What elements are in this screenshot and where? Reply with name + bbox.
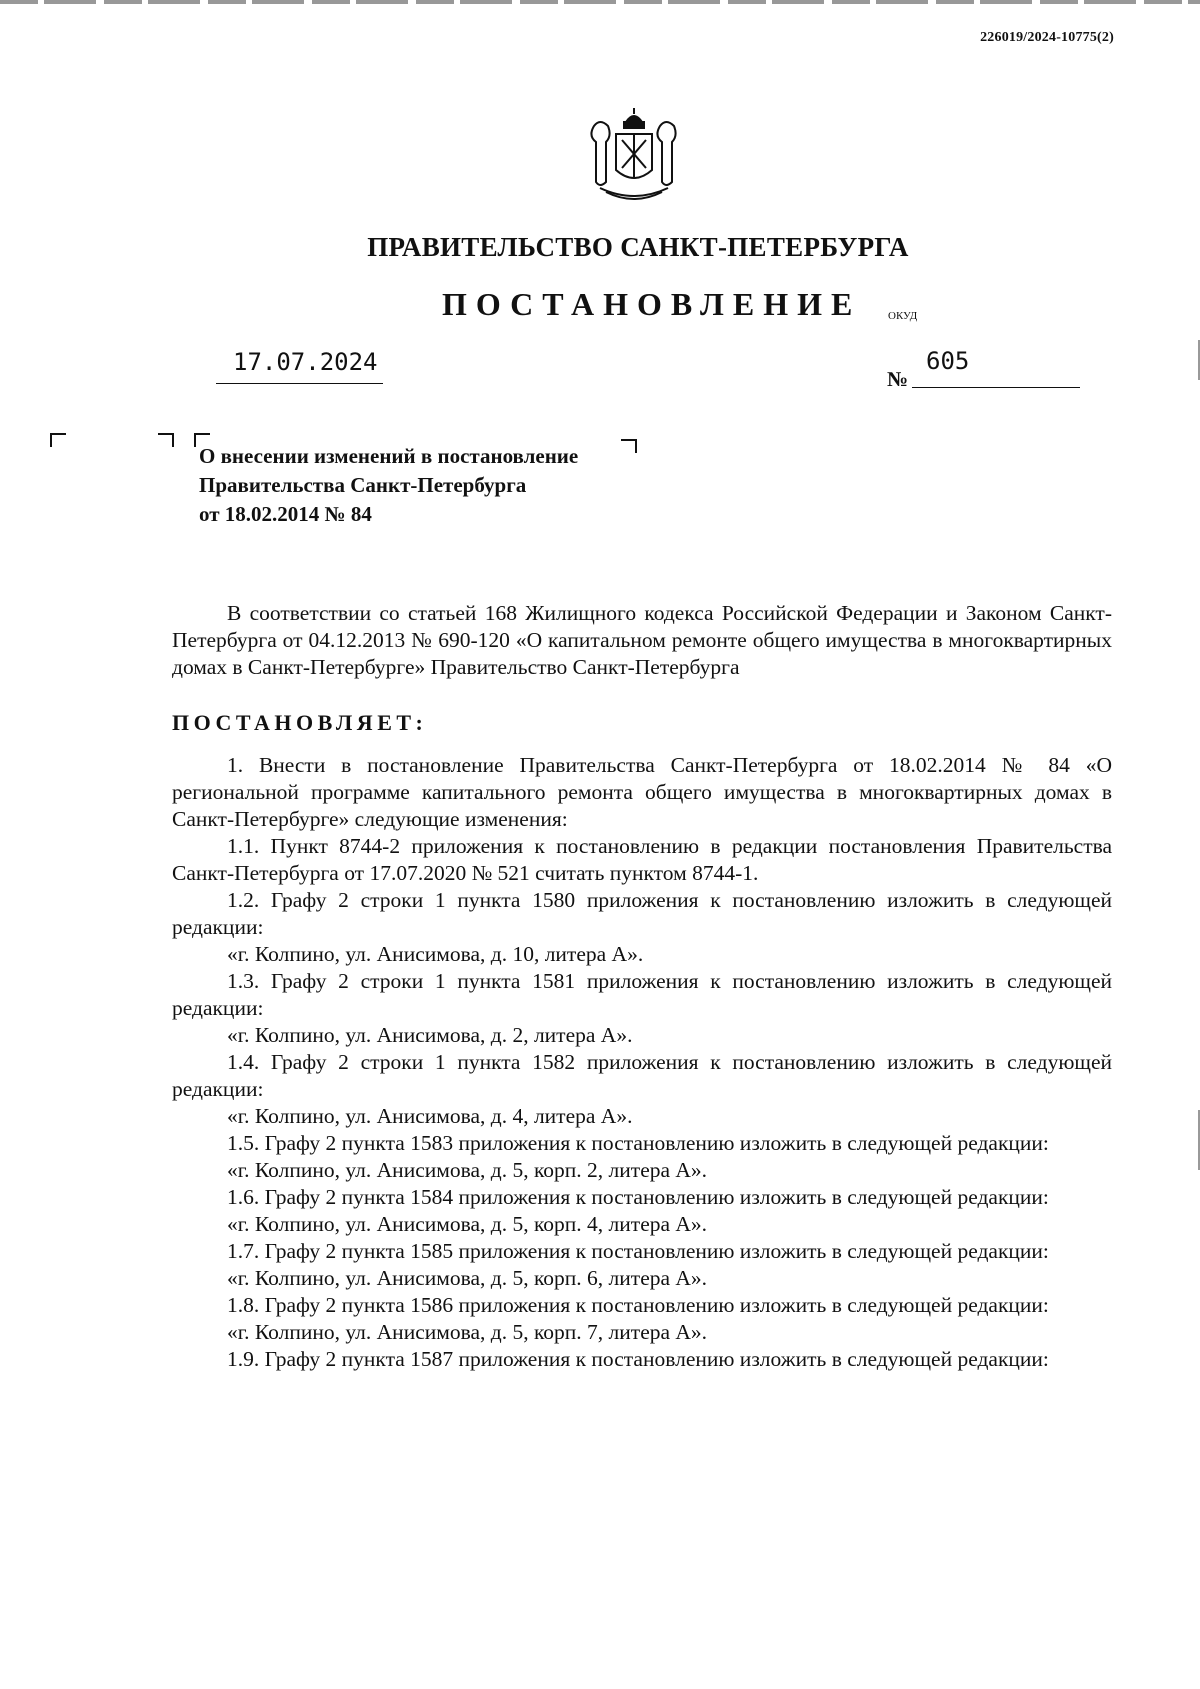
scan-top-edge <box>0 0 1200 4</box>
item-paragraph: 1.1. Пункт 8744-2 приложения к постановлению в редакции постановления Правительства Санкт-Петербурга от 17.07.2020 № 521 считать пунктом 8744-1. <box>172 834 1112 885</box>
corner-mark <box>621 439 637 453</box>
date-underline <box>216 383 383 384</box>
item-paragraph: 1.5. Графу 2 пункта 1583 приложения к постановлению изложить в следующей редакции: <box>227 1131 1049 1155</box>
decree-heading: ПОСТАНОВЛЯЕТ: <box>172 710 428 735</box>
document-date: 17.07.2024 <box>233 348 378 376</box>
okud-label: ОКУД <box>888 310 918 322</box>
item-paragraph: 1.2. Графу 2 строки 1 пункта 1580 приложения к постановлению изложить в следующей редакции: <box>172 888 1112 939</box>
address-quote: «г. Колпино, ул. Анисимова, д. 2, литера А». <box>227 1023 633 1047</box>
item-paragraph: 1.6. Графу 2 пункта 1584 приложения к постановлению изложить в следующей редакции: <box>227 1185 1049 1209</box>
item-paragraph: 1.9. Графу 2 пункта 1587 приложения к постановлению изложить в следующей редакции: <box>227 1347 1049 1371</box>
address-quote: «г. Колпино, ул. Анисимова, д. 4, литера А». <box>227 1104 633 1128</box>
item-paragraph: 1.8. Графу 2 пункта 1586 приложения к постановлению изложить в следующей редакции: <box>227 1293 1049 1317</box>
address-quote: «г. Колпино, ул. Анисимова, д. 5, корп. 2, литера А». <box>227 1158 708 1182</box>
address-quote: «г. Колпино, ул. Анисимова, д. 5, корп. 7, литера А». <box>227 1320 708 1344</box>
number-sign: № <box>887 367 909 391</box>
registration-number: 226019/2024-10775(2) <box>980 30 1114 45</box>
number-underline <box>912 387 1080 388</box>
subject-line: Правительства Санкт-Петербурга <box>199 473 527 497</box>
preamble-paragraph: В соответствии со статьей 168 Жилищного кодекса Российской Федерации и Законом Санкт-Петербурга от 04.12.2013 № 690-120 «О капитальном ремонте общего имущества в многоквартирных домах в Санкт-Петербурге» Правительство Санкт-Петербурга <box>172 601 1112 679</box>
item-paragraph: 1. Внести в постановление Правительства Санкт-Петербурга от 18.02.2014 № 84 «О региональной программе капитального ремонта общего имущества в многоквартирных домах в Санкт-Петербурге» следующие изменения: <box>172 753 1112 831</box>
document-subject <box>199 442 578 529</box>
subject-line: О внесении изменений в постановление <box>199 444 579 468</box>
document-type-title: ПОСТАНОВЛЕНИЕ <box>442 286 862 322</box>
item-paragraph: 1.7. Графу 2 пункта 1585 приложения к постановлению изложить в следующей редакции: <box>227 1239 1049 1263</box>
document-body <box>172 600 1112 1373</box>
corner-mark <box>50 433 66 447</box>
coat-of-arms-icon <box>586 108 682 208</box>
item-paragraph: 1.4. Графу 2 строки 1 пункта 1582 приложения к постановлению изложить в следующей редакции: <box>172 1050 1112 1101</box>
authority-heading: ПРАВИТЕЛЬСТВО САНКТ-ПЕТЕРБУРГА <box>367 232 909 262</box>
address-quote: «г. Колпино, ул. Анисимова, д. 10, литера А». <box>227 942 644 966</box>
item-paragraph: 1.3. Графу 2 строки 1 пункта 1581 приложения к постановлению изложить в следующей редакции: <box>172 969 1112 1020</box>
address-quote: «г. Колпино, ул. Анисимова, д. 5, корп. 6, литера А». <box>227 1266 708 1290</box>
address-quote: «г. Колпино, ул. Анисимова, д. 5, корп. 4, литера А». <box>227 1212 708 1236</box>
subject-line: от 18.02.2014 № 84 <box>199 502 372 526</box>
document-number: 605 <box>926 347 970 375</box>
corner-mark <box>158 433 174 447</box>
